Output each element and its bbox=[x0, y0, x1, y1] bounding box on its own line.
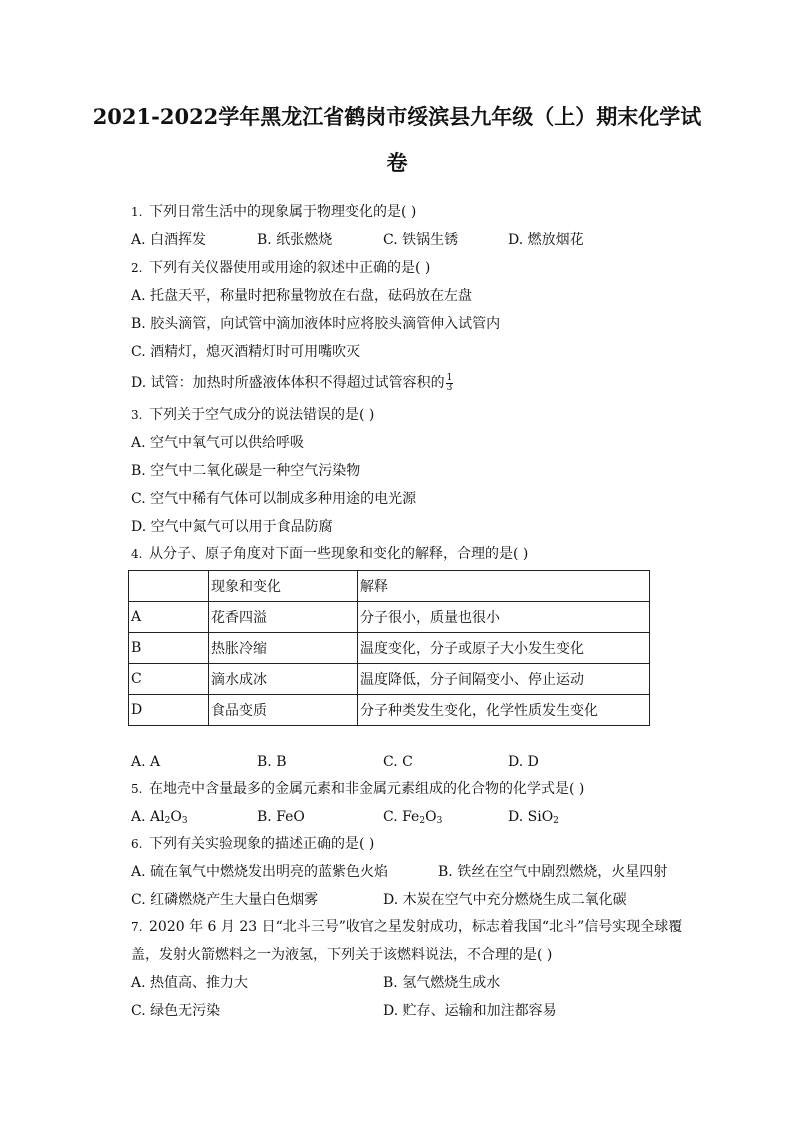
table-cell: 滴水成冰 bbox=[209, 664, 358, 695]
question-4-text: 从分子、原子角度对下面一些现象和变化的解释，合理的是( ) bbox=[149, 546, 529, 562]
question-2-number: 2. bbox=[131, 261, 143, 275]
question-4-option-c: C. C bbox=[383, 754, 413, 770]
table-cell: 热胀冷缩 bbox=[209, 633, 358, 664]
table-header-cell bbox=[129, 571, 209, 602]
question-2-stem bbox=[131, 257, 430, 279]
formula-part: A. Al bbox=[131, 809, 165, 825]
question-7-option-c: C. 绿色无污染 bbox=[131, 1003, 221, 1019]
question-2-option-a: A. 托盘天平，称量时把称量物放在右盘，砝码放在左盘 bbox=[131, 288, 473, 304]
fraction-numerator: 1 bbox=[446, 372, 453, 383]
question-5-number: 5. bbox=[131, 782, 143, 796]
formula-part: O bbox=[170, 809, 182, 825]
question-5-option-b: B. FeO bbox=[257, 809, 305, 825]
question-6-option-d: D. 木炭在空气中充分燃烧生成二氧化碳 bbox=[383, 892, 627, 908]
table-cell: 花香四溢 bbox=[209, 602, 358, 633]
question-1-option-a: A. 白酒挥发 bbox=[131, 232, 207, 248]
table-cell: 分子很小，质量也很小 bbox=[358, 602, 650, 633]
formula-subscript: 3 bbox=[436, 816, 443, 826]
question-6-stem bbox=[131, 833, 374, 855]
question-3-option-d: D. 空气中氮气可以用于食品防腐 bbox=[131, 519, 333, 535]
question-4-option-d: D. D bbox=[508, 754, 539, 770]
table-row bbox=[129, 695, 650, 726]
table-cell: B bbox=[129, 633, 209, 664]
question-5-option-a bbox=[131, 806, 188, 832]
formula-subscript: 3 bbox=[181, 816, 188, 826]
title-line-2: 卷 bbox=[386, 150, 408, 175]
table-row bbox=[129, 664, 650, 695]
question-5-stem bbox=[131, 778, 584, 800]
question-3-option-c: C. 空气中稀有气体可以制成多种用途的电光源 bbox=[131, 491, 417, 507]
formula-subscript: 2 bbox=[419, 816, 426, 826]
title-line-1: 2021-2022学年黑龙江省鹤岗市绥滨县九年级（上）期末化学试 bbox=[92, 104, 702, 129]
question-4-number: 4. bbox=[131, 547, 143, 561]
question-5-option-c bbox=[383, 806, 442, 832]
question-2-text: 下列有关仪器使用或用途的叙述中正确的是( ) bbox=[149, 260, 431, 276]
question-3-option-a: A. 空气中氧气可以供给呼吸 bbox=[131, 435, 305, 451]
table-cell: 食品变质 bbox=[209, 695, 358, 726]
question-1-option-b: B. 纸张燃烧 bbox=[257, 232, 333, 248]
question-1-number: 1. bbox=[131, 205, 143, 219]
table-cell: 分子种类发生变化，化学性质发生变化 bbox=[358, 695, 650, 726]
question-7-option-b: B. 氢气燃烧生成水 bbox=[383, 975, 501, 991]
question-2-option-d-text: D. 试管：加热时所盛液体体积不得超过试管容积的 bbox=[131, 375, 445, 391]
table-cell: 温度降低，分子间隔变小、停止运动 bbox=[358, 664, 650, 695]
formula-part: O bbox=[425, 809, 437, 825]
question-7-text-line-2: 盖，发射火箭燃料之一为液氢，下列关于该燃料说法，不合理的是( ) bbox=[131, 947, 553, 963]
question-4-option-a: A. A bbox=[131, 754, 161, 770]
question-4-table bbox=[128, 570, 650, 726]
question-4-option-b: B. B bbox=[257, 754, 287, 770]
exam-title bbox=[90, 94, 704, 186]
table-header-row bbox=[129, 571, 650, 602]
question-3-text: 下列关于空气成分的说法错误的是( ) bbox=[149, 407, 375, 423]
table-cell: D bbox=[129, 695, 209, 726]
fraction-one-third bbox=[446, 374, 454, 393]
question-2-option-c: C. 酒精灯，熄灭酒精灯时可用嘴吹灭 bbox=[131, 344, 361, 360]
question-2-option-b: B. 胶头滴管，向试管中滴加液体时应将胶头滴管伸入试管内 bbox=[131, 316, 501, 332]
table-cell: 温度变化，分子或原子大小发生变化 bbox=[358, 633, 650, 664]
formula-subscript: 2 bbox=[164, 816, 171, 826]
question-7-option-d: D. 贮存、运输和加注都容易 bbox=[383, 1003, 557, 1019]
formula-subscript: 2 bbox=[553, 816, 559, 826]
fraction-denominator: 3 bbox=[446, 382, 453, 393]
question-4-stem bbox=[131, 543, 528, 565]
table-header-cell: 现象和变化 bbox=[209, 571, 358, 602]
question-6-option-b: B. 铁丝在空气中剧烈燃烧，火星四射 bbox=[438, 864, 668, 880]
question-6-option-c: C. 红磷燃烧产生大量白色烟雾 bbox=[131, 892, 319, 908]
question-1-text: 下列日常生活中的现象属于物理变化的是( ) bbox=[149, 204, 417, 220]
formula-part: C. Fe bbox=[383, 809, 420, 825]
question-2-option-d bbox=[131, 372, 453, 394]
table-header-cell: 解释 bbox=[358, 571, 650, 602]
question-7-option-a: A. 热值高、推力大 bbox=[131, 975, 249, 991]
question-5-option-d bbox=[508, 806, 559, 832]
table-cell: A bbox=[129, 602, 209, 633]
question-6-text: 下列有关实验现象的描述正确的是( ) bbox=[149, 836, 375, 852]
question-7-text-line-1: 2020 年 6 月 23 日“北斗三号”收官之星发射成功，标志着我国“北斗”信号实现全球覆 bbox=[149, 919, 683, 935]
question-7-number: 7. bbox=[131, 920, 143, 934]
question-3-option-b: B. 空气中二氧化碳是一种空气污染物 bbox=[131, 463, 361, 479]
question-6-option-a: A. 硫在氧气中燃烧发出明亮的蓝紫色火焰 bbox=[131, 864, 389, 880]
question-7-stem bbox=[131, 916, 682, 938]
question-3-stem bbox=[131, 404, 374, 426]
question-6-number: 6. bbox=[131, 837, 143, 851]
table-row bbox=[129, 633, 650, 664]
formula-part: D. SiO bbox=[508, 809, 554, 825]
table-cell: C bbox=[129, 664, 209, 695]
question-1-stem bbox=[131, 201, 416, 223]
table-row bbox=[129, 602, 650, 633]
question-5-text: 在地壳中含量最多的金属元素和非金属元素组成的化合物的化学式是( ) bbox=[149, 781, 585, 797]
question-3-number: 3. bbox=[131, 408, 143, 422]
question-1-option-d: D. 燃放烟花 bbox=[508, 232, 584, 248]
question-1-option-c: C. 铁锅生锈 bbox=[383, 232, 459, 248]
